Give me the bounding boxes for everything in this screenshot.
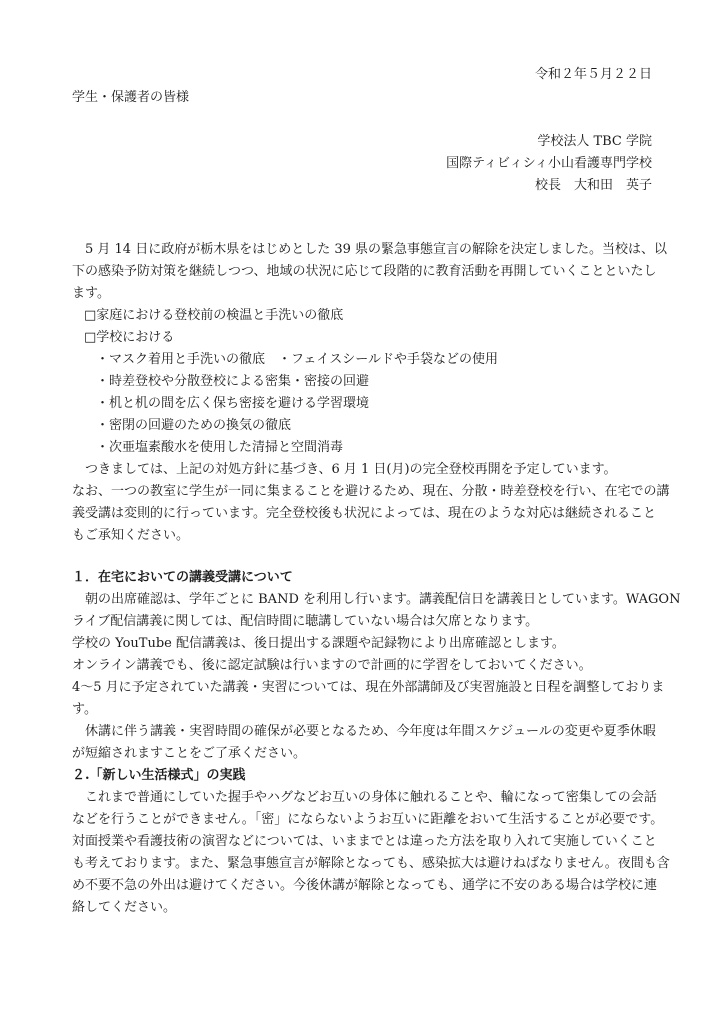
measure-item: ・マスク着用と手洗いの徹底 ・フェイスシールドや手袋などの使用	[96, 352, 498, 367]
measure-item: ・次亜塩素酸水を使用した清掃と空間消毒	[96, 440, 344, 455]
section1-line: す。	[72, 702, 97, 717]
section2-line: め不要不急の外出は避けてください。今後休講が解除となっても、通学に不安のある場合は学校に連	[72, 878, 658, 893]
intro-line: ます。	[72, 286, 110, 301]
section2-line: も考えております。また、緊急事態宣言が解除となっても、感染拡大は避けねばなりません。夜間も含	[72, 856, 670, 871]
section1-line: 朝の出席確認は、学年ごとに BAND を利用し行います。講義配信日を講義日としています。WAGON	[72, 592, 681, 607]
section1-line: 4～5 月に予定されていた講義・実習については、現在外部講師及び実習施設と日程を調整しておりま	[72, 680, 665, 695]
plan-line: なお、一つの教室に学生が一同に集まることを避けるため、現在、分散・時差登校を行い、在宅での講	[72, 484, 670, 499]
section1-line: ライブ配信講義に関しては、配信時間に聴講していない場合は欠席となります。	[72, 614, 539, 629]
intro-line: 5 月 14 日に政府が栃木県をはじめとした 39 県の緊急事態宣言の解除を決定しました。当校は、以	[72, 242, 668, 257]
measure-item: ・時差登校や分散登校による密集・密接の回避	[96, 374, 370, 389]
section2-line: 対面授業や看護技術の演習などについては、いままでとは違った方法を取り入れて実施していくこと	[72, 834, 657, 849]
letter-date: 令和２年５月２２日	[534, 67, 652, 82]
section2-line: などを行うことができません。「密」にならないようお互いに距離をおいて生活することが必要です。	[72, 812, 664, 827]
section1-line: 休講に伴う講義・実習時間の確保が必要となるため、今年度は年間スケジュールの変更や夏季休暇	[72, 724, 656, 739]
principal-name: 校長 大和田 英子	[534, 178, 652, 193]
measure-item: ・机と机の間を広く保ち密接を避ける学習環境	[96, 396, 370, 411]
section1-title: １．在宅においての講義受講について	[72, 570, 293, 585]
addressee: 学生・保護者の皆様	[72, 90, 190, 105]
plan-line: 義受講は変則的に行っています。完全登校後も状況によっては、現在のような対応は継続されること	[72, 506, 656, 521]
measure-home: □家庭における登校前の検温と手洗いの徹底	[84, 308, 344, 323]
section2-line: これまで普通にしていた握手やハグなどお互いの身体に触れることや、輪になって密集しての会話	[72, 790, 657, 805]
school-name: 国際ティビィシィ小山看護専門学校	[446, 156, 652, 171]
intro-line: 下の感染予防対策を継続しつつ、地域の状況に応じて段階的に教育活動を再開していくことといたし	[72, 264, 657, 279]
section1-line: 学校の YouTube 配信講義は、後日提出する課題や記録物により出席確認とします。	[72, 636, 565, 651]
measure-item: ・密閉の回避のための換気の徹底	[96, 418, 292, 433]
org-name: 学校法人 TBC 学院	[537, 134, 652, 149]
section2-line: 絡してください。	[72, 900, 177, 915]
section2-title: ２.「新しい生活様式」の実践	[72, 768, 246, 783]
measure-school: □学校における	[84, 330, 175, 345]
section1-line: が短縮されますことをご了承ください。	[72, 746, 307, 761]
plan-line: もご承知ください。	[72, 528, 190, 543]
plan-line: つきましては、上記の対処方針に基づき、6 月 1 日(月)の完全登校再開を予定しています。	[72, 462, 617, 477]
section1-line: オンライン講義でも、後に認定試験は行いますので計画的に学習をしておいてください。	[72, 658, 592, 673]
